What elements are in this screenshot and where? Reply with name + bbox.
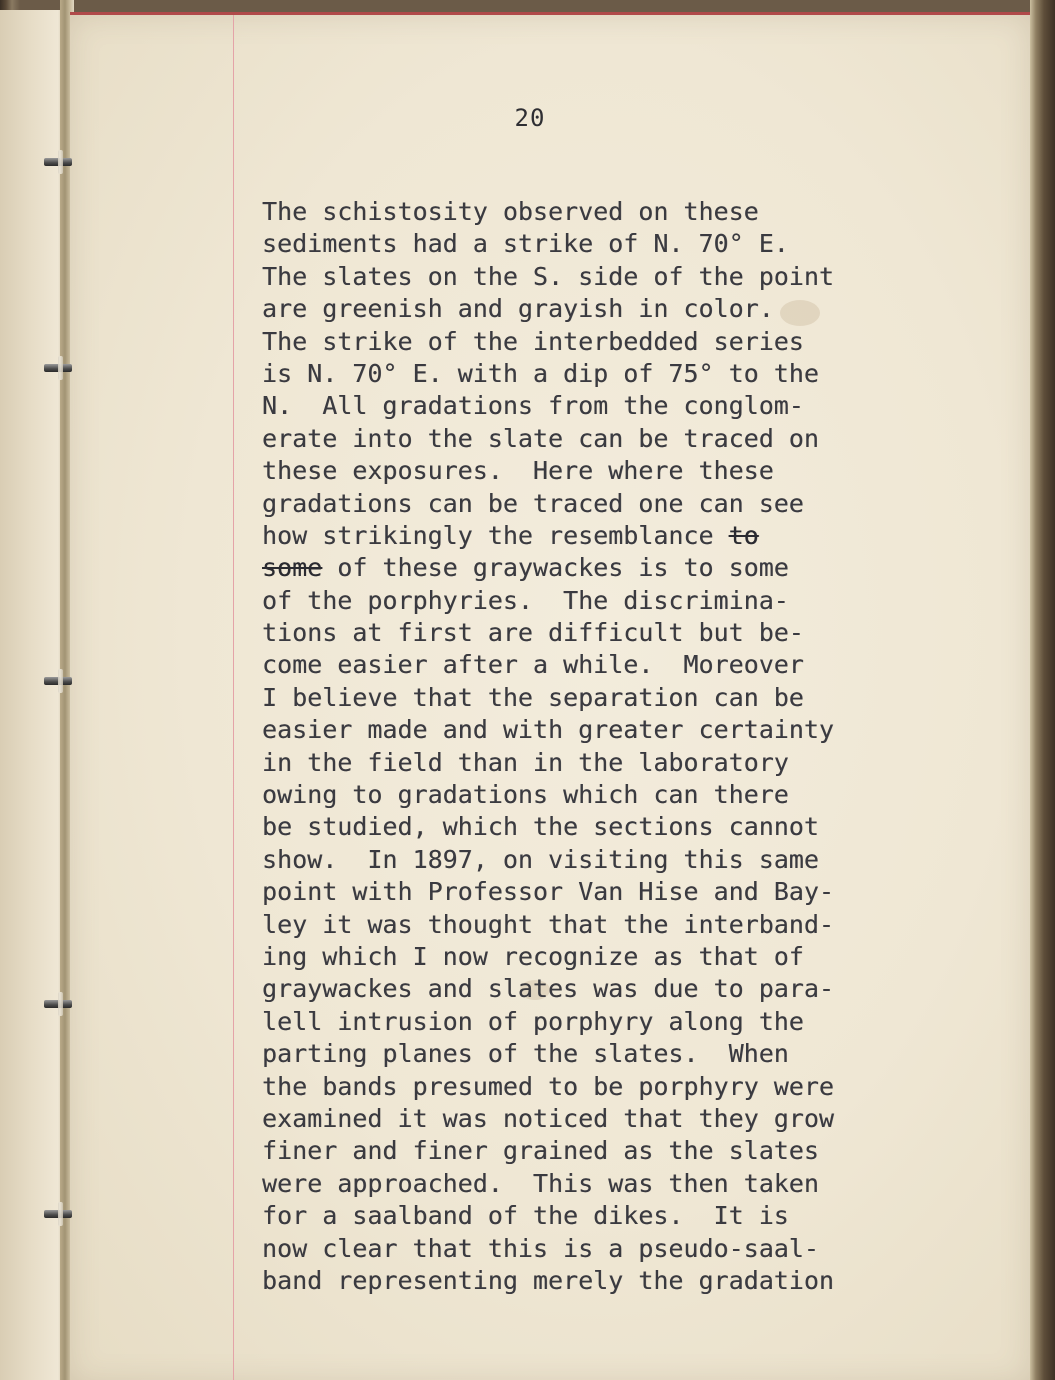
text-line-fragment: of these graywackes is to some	[337, 553, 789, 583]
page-number: 20	[514, 104, 546, 132]
text-line-with-strike	[262, 520, 1002, 552]
text-line: The strike of the interbedded series	[262, 326, 804, 356]
text-line: now clear that this is a pseudo-saal-	[262, 1233, 819, 1263]
text-line: The schistosity observed on these	[262, 197, 759, 226]
text-line: is N. 70° E. with a dip of 75° to the	[262, 358, 819, 388]
text-line: are greenish and grayish in color.	[262, 294, 774, 324]
binding-ring	[44, 158, 72, 166]
red-margin-line	[233, 15, 234, 1380]
text-line: show. In 1897, on visiting this same	[262, 844, 819, 874]
text-line: of the porphyries. The discrimina-	[262, 585, 789, 615]
typed-text-body	[262, 196, 1002, 1297]
text-line: were approached. This was then taken	[262, 1168, 819, 1198]
text-line: N. All gradations from the conglom-	[262, 391, 804, 421]
text-line: examined it was noticed that they grow	[262, 1103, 834, 1133]
text-line: gradations can be traced one can see	[262, 488, 804, 518]
text-line: point with Professor Van Hise and Bay-	[262, 877, 834, 907]
text-line: finer and finer grained as the slates	[262, 1136, 819, 1166]
text-line: easier made and with greater certainty	[262, 715, 834, 745]
text-line: ing which I now recognize as that of	[262, 941, 804, 971]
text-line: ley it was thought that the interband-	[262, 909, 834, 939]
binding-ring	[44, 1210, 72, 1218]
text-line: the bands presumed to be porphyry were	[262, 1071, 834, 1101]
text-line: parting planes of the slates. When	[262, 1039, 789, 1069]
binding-ring	[44, 1000, 72, 1008]
text-line: these exposures. Here where these	[262, 456, 774, 486]
text-line: tions at first are difficult but be-	[262, 618, 804, 648]
struck-word: some	[262, 553, 323, 583]
binding-ring	[44, 677, 72, 685]
struck-word: to	[728, 520, 759, 550]
text-line-with-strike	[262, 552, 1002, 584]
text-line: lell intrusion of porphyry along the	[262, 1006, 804, 1036]
text-line: I believe that the separation can be	[262, 682, 804, 712]
binding-ring	[44, 364, 72, 372]
text-line: in the field than in the laboratory	[262, 747, 789, 777]
text-line: sediments had a strike of N. 70° E.	[262, 229, 789, 259]
text-line: for a saalband of the dikes. It is	[262, 1201, 789, 1231]
text-line: band representing merely the gradation	[262, 1265, 834, 1295]
text-line-fragment: how strikingly the resemblance	[262, 520, 714, 550]
text-line: graywackes and slates was due to para-	[262, 974, 834, 1004]
left-facing-page	[0, 10, 64, 1380]
text-line: The slates on the S. side of the point	[262, 261, 834, 291]
text-line: be studied, which the sections cannot	[262, 812, 819, 842]
text-line: come easier after a while. Moreover	[262, 650, 804, 680]
text-line: owing to gradations which can there	[262, 780, 789, 810]
book-edge	[1030, 0, 1055, 1380]
text-line: erate into the slate can be traced on	[262, 423, 819, 453]
